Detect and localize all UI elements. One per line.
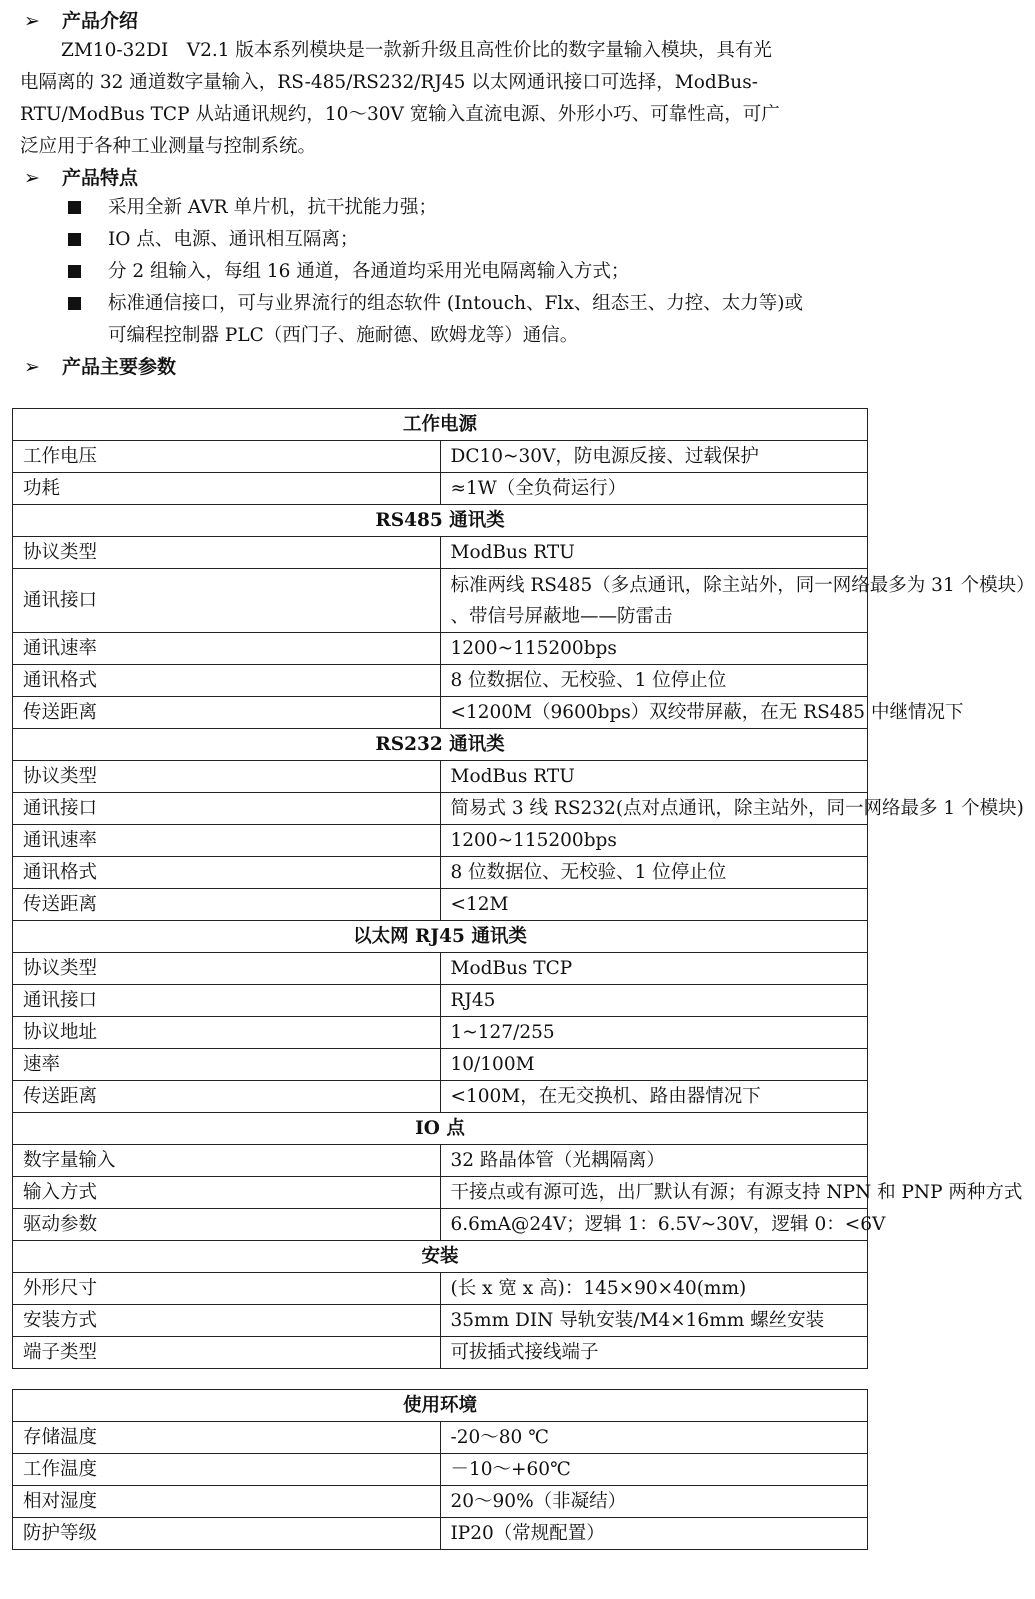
param-value-line: 1~127/255 (450, 1022, 555, 1043)
square-bullet-icon (68, 265, 81, 278)
param-value-cell (440, 1177, 1023, 1209)
param-value-cell (440, 697, 964, 729)
param-row (13, 1177, 868, 1209)
features-list (64, 192, 894, 352)
param-value-cell (440, 1337, 868, 1369)
param-value-line: DC10~30V，防电源反接、过载保护 (450, 446, 759, 467)
param-value-cell (440, 473, 868, 505)
param-value-line: ModBus RTU (450, 766, 575, 787)
features-heading (24, 163, 138, 190)
param-key-cell: 驱动参数 (13, 1209, 441, 1241)
category-row (13, 409, 868, 441)
param-value-line: <100M，在无交换机、路由器情况下 (450, 1086, 761, 1107)
param-row (13, 1486, 868, 1518)
param-value-cell (440, 857, 868, 889)
param-key-cell: 协议类型 (13, 953, 441, 985)
intro-line: ZM10-32DI V2.1 版本系列模块是一款新升级且高性价比的数字量输入模块，具有光 (61, 40, 772, 61)
param-key-cell: 功耗 (13, 473, 441, 505)
param-row (13, 665, 868, 697)
param-value-line: 可拔插式接线端子 (450, 1342, 599, 1363)
param-row (13, 473, 868, 505)
spec-table-main (12, 408, 1035, 1369)
param-row (13, 761, 868, 793)
param-row (13, 569, 868, 633)
param-row (13, 633, 868, 665)
param-row (13, 1422, 868, 1454)
param-key-cell: 协议类型 (13, 761, 441, 793)
arrow-bullet-icon: ➢ (24, 10, 40, 32)
param-key-cell: 协议地址 (13, 1017, 441, 1049)
param-row (13, 537, 868, 569)
category-row (13, 1113, 868, 1145)
param-value-cell (440, 569, 1035, 633)
category-row (13, 1390, 868, 1422)
param-row (13, 441, 868, 473)
param-row (13, 1337, 868, 1369)
param-value-cell (440, 665, 868, 697)
param-row (13, 1145, 868, 1177)
param-value-cell (440, 633, 868, 665)
param-value-cell (440, 1145, 868, 1177)
param-row (13, 1017, 868, 1049)
param-key-cell: 安装方式 (13, 1305, 441, 1337)
param-value-line: －10～+60℃ (450, 1459, 571, 1480)
param-value-line: <12M (450, 894, 509, 915)
param-value-cell (440, 1454, 868, 1486)
param-key-cell: 协议类型 (13, 537, 441, 569)
param-value-line: 、带信号屏蔽地——防雷击 (450, 605, 673, 627)
param-value-line: RJ45 (450, 990, 496, 1011)
square-bullet-icon (68, 233, 81, 246)
param-row (13, 793, 868, 825)
param-key-cell: 存储温度 (13, 1422, 441, 1454)
feature-text: IO 点、电源、通讯相互隔离； (108, 229, 359, 250)
param-row (13, 1209, 868, 1241)
param-key-cell: 外形尺寸 (13, 1273, 441, 1305)
param-value-cell (440, 985, 868, 1017)
feature-text: 采用全新 AVR 单片机，抗干扰能力强； (108, 197, 437, 218)
param-value-line: 标准两线 RS485（多点通讯，除主站外，同一网络最多为 31 个模块） (450, 574, 1035, 596)
param-value-cell (440, 953, 868, 985)
category-cell: 以太网 RJ45 通讯类 (13, 921, 868, 953)
param-key-cell: 传送距离 (13, 889, 441, 921)
param-key-cell: 通讯接口 (13, 793, 441, 825)
category-row (13, 505, 868, 537)
feature-item (64, 288, 894, 352)
param-value-cell (440, 1209, 886, 1241)
param-value-line: (长 x 宽 x 高)：145×90×40(mm) (450, 1278, 747, 1299)
param-value-line: 35mm DIN 导轨安装/M4×16mm 螺丝安装 (450, 1310, 825, 1331)
param-value-cell (440, 537, 868, 569)
param-value-line: ≈1W（全负荷运行） (450, 478, 627, 499)
param-key-cell: 输入方式 (13, 1177, 441, 1209)
category-row (13, 921, 868, 953)
param-row (13, 857, 868, 889)
param-value-cell (440, 825, 868, 857)
param-value-cell (440, 1518, 868, 1550)
param-key-cell: 通讯接口 (13, 569, 441, 633)
param-key-cell: 工作温度 (13, 1454, 441, 1486)
param-value-line: 8 位数据位、无校验、1 位停止位 (450, 862, 727, 883)
square-bullet-icon (68, 201, 81, 214)
param-value-cell (440, 1081, 868, 1113)
features-heading-text: 产品特点 (62, 167, 139, 189)
param-key-cell: 通讯格式 (13, 857, 441, 889)
params-heading-text: 产品主要参数 (62, 356, 177, 378)
param-value-line: 简易式 3 线 RS232(点对点通讯，除主站外，同一网络最多 1 个模块) (450, 798, 1024, 819)
param-row (13, 825, 868, 857)
param-value-cell (440, 889, 868, 921)
param-key-cell: 速率 (13, 1049, 441, 1081)
category-cell: RS485 通讯类 (13, 505, 868, 537)
intro-heading (24, 6, 138, 33)
param-row (13, 1305, 868, 1337)
param-key-cell: 传送距离 (13, 697, 441, 729)
param-key-cell: 传送距离 (13, 1081, 441, 1113)
param-value-line: 干接点或有源可选，出厂默认有源；有源支持 NPN 和 PNP 两种方式 (450, 1182, 1023, 1203)
param-key-cell: 通讯格式 (13, 665, 441, 697)
param-value-cell (440, 1017, 868, 1049)
category-cell: IO 点 (13, 1113, 868, 1145)
spec-table-environment (12, 1389, 868, 1550)
param-value-line: 1200~115200bps (450, 830, 617, 851)
arrow-bullet-icon: ➢ (24, 167, 40, 189)
param-key-cell: 工作电压 (13, 441, 441, 473)
param-value-line: 1200~115200bps (450, 638, 617, 659)
category-cell: 安装 (13, 1241, 868, 1273)
param-key-cell: 端子类型 (13, 1337, 441, 1369)
intro-paragraph (20, 35, 865, 163)
param-row (13, 889, 868, 921)
param-value-cell (440, 1049, 868, 1081)
feature-text: 标准通信接口，可与业界流行的组态软件 (Intouch、Flx、组态王、力控、太力等)或 (108, 293, 803, 314)
param-row (13, 985, 868, 1017)
param-value-line: 10/100M (450, 1054, 535, 1075)
feature-text: 可编程控制器 PLC（西门子、施耐德、欧姆龙等）通信。 (108, 325, 579, 346)
intro-heading-text: 产品介绍 (62, 10, 139, 32)
param-key-cell: 防护等级 (13, 1518, 441, 1550)
feature-text: 分 2 组输入，每组 16 通道，各通道均采用光电隔离输入方式； (108, 261, 630, 282)
param-value-line: ModBus RTU (450, 542, 575, 563)
param-row (13, 1081, 868, 1113)
category-row (13, 1241, 868, 1273)
intro-line: 泛应用于各种工业测量与控制系统。 (20, 136, 317, 157)
category-cell: RS232 通讯类 (13, 729, 868, 761)
param-row (13, 1454, 868, 1486)
category-cell: 使用环境 (13, 1390, 868, 1422)
intro-line: RTU/ModBus TCP 从站通讯规约，10～30V 宽输入直流电源、外形小巧、可靠性高，可广 (20, 104, 780, 125)
param-value-line: 6.6mA@24V；逻辑 1：6.5V~30V，逻辑 0：<6V (450, 1214, 886, 1235)
category-row (13, 729, 868, 761)
param-value-cell (440, 1422, 868, 1454)
param-value-line: 32 路晶体管（光耦隔离） (450, 1150, 665, 1171)
param-key-cell: 通讯接口 (13, 985, 441, 1017)
intro-line: 电隔离的 32 通道数字量输入，RS-485/RS232/RJ45 以太网通讯接口可选择，ModBus- (20, 72, 758, 93)
param-key-cell: 数字量输入 (13, 1145, 441, 1177)
params-heading (24, 352, 176, 379)
feature-item (64, 192, 894, 224)
param-value-cell (440, 1305, 868, 1337)
param-value-line: <1200M（9600bps）双绞带屏蔽，在无 RS485 中继情况下 (450, 702, 964, 723)
feature-item (64, 256, 894, 288)
param-value-cell (440, 793, 1024, 825)
param-value-cell (440, 1486, 868, 1518)
param-value-line: 8 位数据位、无校验、1 位停止位 (450, 670, 727, 691)
param-row (13, 1518, 868, 1550)
param-row (13, 1049, 868, 1081)
param-key-cell: 通讯速率 (13, 825, 441, 857)
arrow-bullet-icon: ➢ (24, 356, 40, 378)
param-value-cell (440, 1273, 868, 1305)
param-row (13, 1273, 868, 1305)
param-value-cell (440, 761, 868, 793)
param-value-line: IP20（常规配置） (450, 1523, 605, 1544)
square-bullet-icon (68, 297, 81, 310)
param-key-cell: 通讯速率 (13, 633, 441, 665)
param-value-line: 20～90%（非凝结） (450, 1491, 627, 1512)
param-value-line: ModBus TCP (450, 958, 573, 979)
feature-item (64, 224, 894, 256)
param-value-cell (440, 441, 868, 473)
param-key-cell: 相对湿度 (13, 1486, 441, 1518)
category-cell: 工作电源 (13, 409, 868, 441)
param-value-line: -20～80 ℃ (450, 1427, 549, 1448)
param-row (13, 953, 868, 985)
param-row (13, 697, 868, 729)
